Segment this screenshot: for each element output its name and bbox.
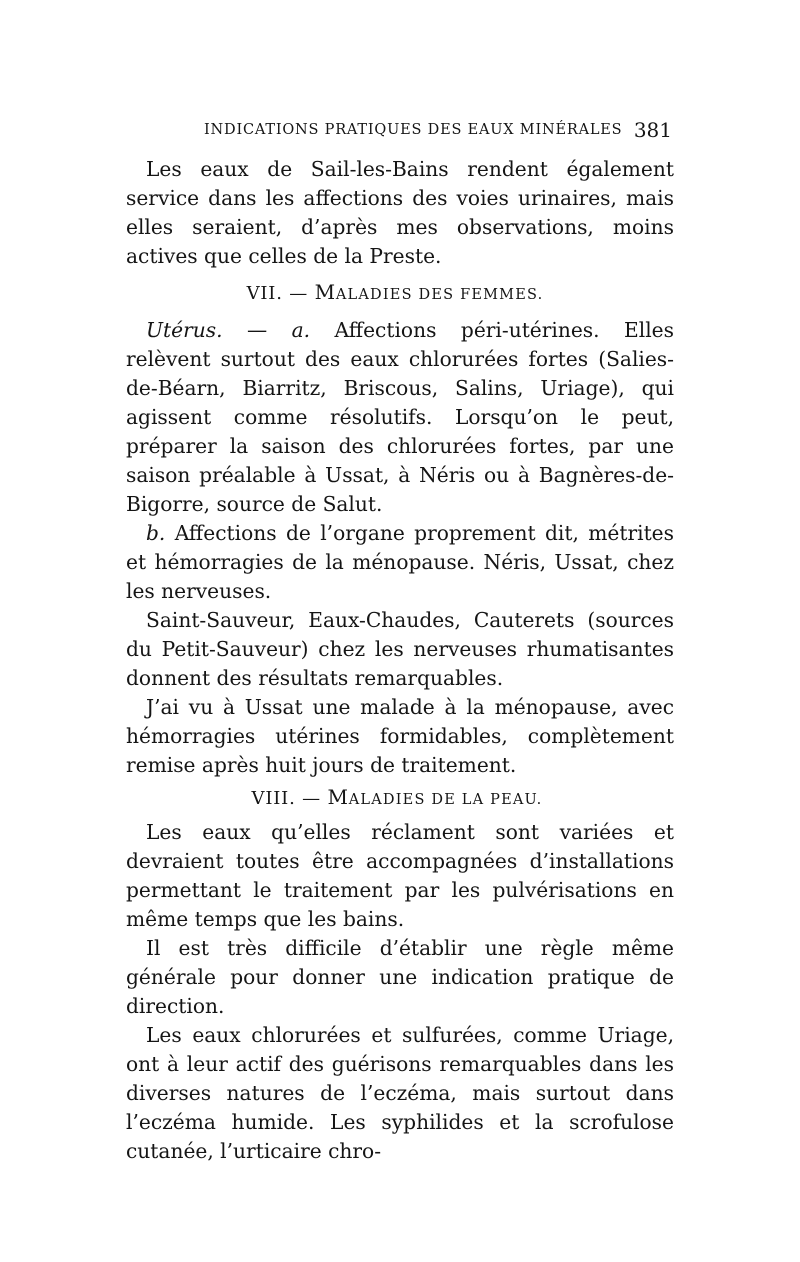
paragraph-chlorurees-sulfurees: Les eaux chlorurées et sulfurées, comme Uriage, ont à leur actif des guérisons remarquables dans les diverses natures de l’eczéma, mais surtout dans l’eczéma humide. Les syphilides et la scrofulose cutanée, l’urticaire chro- bbox=[126, 1023, 674, 1163]
paragraph-text: Affections péri-utérines. Elles relèvent surtout des eaux chlorurées fortes (Salies-de-Béarn, Biarritz, Briscous, Salins, Uriage), qui agissent comme résolutifs. Lorsqu’on le peut, préparer la saison des chlorurées fortes, par une saison préalable à Ussat, à Néris ou à Bagnères-de-Bigorre, source de Salut. bbox=[126, 318, 674, 516]
heading-capital: M bbox=[327, 785, 349, 809]
label-uterus: Utérus. bbox=[146, 318, 223, 342]
heading-dash: — bbox=[295, 788, 328, 809]
paragraph-eaux-variees: Les eaux qu’elles réclament sont variées et devraient toutes être accompagnées d’installations permettant le traitement par les pulvérisations en même temps que les bains. bbox=[126, 820, 674, 931]
section-heading-maladies-de-la-peau bbox=[126, 783, 674, 815]
heading-capital: M bbox=[314, 280, 336, 304]
label-a: a. bbox=[291, 318, 311, 342]
paragraph-ussat-menopause: J’ai vu à Ussat une malade à la ménopause, avec hémorragies utérines formidables, complètement remise après huit jours de traitement. bbox=[126, 695, 674, 777]
paragraph-sail-les-bains: Les eaux de Sail-les-Bains rendent également service dans les affections des voies urinaires, mais elles seraient, d’après mes observations, moins actives que celles de la Preste. bbox=[126, 157, 674, 268]
section-number: VII. bbox=[246, 283, 283, 304]
heading-dash: — bbox=[282, 283, 315, 304]
heading-smallcaps: ALADIES DE LA PEAU. bbox=[348, 792, 543, 808]
paragraph-regle-generale: Il est très difficile d’établir une règle même générale pour donner une indication pratique de direction. bbox=[126, 936, 674, 1018]
heading-smallcaps: ALADIES DES FEMMES. bbox=[335, 287, 544, 303]
book-page bbox=[126, 118, 674, 1166]
page-number: 381 bbox=[633, 118, 672, 142]
running-head bbox=[126, 118, 674, 146]
paragraph-text: Affections de l’organe proprement dit, métrites et hémorragies de la ménopause. Néris, Ussat, chez les nerveuses. bbox=[126, 521, 674, 603]
running-head-title: INDICATIONS PRATIQUES DES EAUX MINÉRALES bbox=[204, 122, 623, 138]
paragraph-saint-sauveur: Saint-Sauveur, Eaux-Chaudes, Cauterets (sources du Petit-Sauveur) chez les nerveuses rhumatisantes donnent des résultats remarquables. bbox=[126, 608, 674, 690]
paragraph-uterus bbox=[126, 316, 674, 519]
paragraph-affections-organe bbox=[126, 519, 674, 606]
section-number: VIII. bbox=[251, 788, 296, 809]
section-heading-maladies-des-femmes bbox=[126, 278, 674, 310]
label-b: b. bbox=[146, 521, 166, 545]
label-dash: — bbox=[222, 318, 292, 342]
